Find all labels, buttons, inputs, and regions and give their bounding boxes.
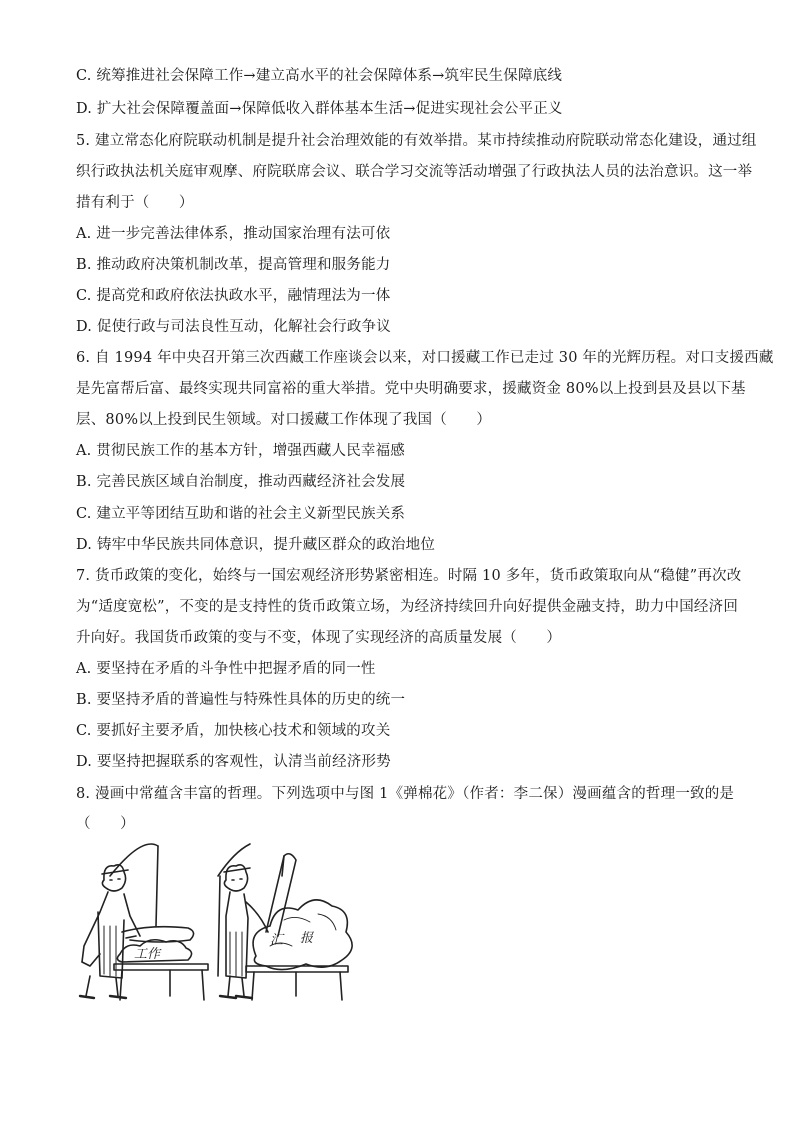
question-7-line-3: 升向好。我国货币政策的变与不变，体现了实现经济的高质量发展（ ） — [76, 630, 562, 646]
left-worker-figure — [80, 844, 194, 998]
label-report-1: 汇 — [270, 933, 284, 948]
option-7d: D. 要坚持把握联系的客观性，认清当前经济形势 — [76, 754, 391, 770]
option-7c: C. 要抓好主要矛盾，加快核心技术和领域的攻关 — [76, 723, 391, 739]
option-6c: C. 建立平等团结互助和谐的社会主义新型民族关系 — [76, 506, 406, 522]
question-6-line-3: 层、80%以上投到民生领域。对口援藏工作体现了我国（ ） — [76, 412, 492, 428]
question-5-line-1: 5. 建立常态化府院联动机制是提升社会治理效能的有效举措。某市持续推动府院联动常态化建设，通过组 — [76, 133, 757, 149]
question-8-line-1: 8. 漫画中常蕴含丰富的哲理。下列选项中与图 1《弹棉花》（作者：李二保）漫画蕴含的哲理一致的是 — [76, 786, 735, 802]
question-5-line-3: 措有利于（ ） — [76, 195, 194, 211]
option-7a: A. 要坚持在矛盾的斗争性中把握矛盾的同一性 — [76, 661, 376, 677]
option-5c: C. 提高党和政府依法执政水平，融情理法为一体 — [76, 288, 391, 304]
question-7-line-1: 7. 货币政策的变化，始终与一国宏观经济形势紧密相连。时隔 10 多年，货币政策取向从“稳健”再次改 — [76, 568, 742, 584]
label-work: 工作 — [134, 947, 161, 962]
label-report-2: 报 — [300, 931, 314, 946]
right-worker-figure — [218, 844, 296, 998]
question-5-line-2: 织行政执法机关庭审观摩、府院联席会议、联合学习交流等活动增强了行政执法人员的法治意识。这一举 — [76, 164, 753, 180]
option-5b: B. 推动政府决策机制改革，提高管理和服务能力 — [76, 257, 391, 273]
option-4d: D. 扩大社会保障覆盖面→保障低收入群体基本生活→促进实现社会公平正义 — [76, 101, 563, 117]
option-6b: B. 完善民族区域自治制度，推动西藏经济社会发展 — [76, 474, 406, 490]
right-cotton-cloud — [253, 900, 352, 970]
left-table — [114, 964, 208, 1000]
option-4c: C. 统筹推进社会保障工作→建立高水平的社会保障体系→筑牢民生保障底线 — [76, 68, 563, 84]
left-cotton-pile — [117, 940, 191, 962]
question-6-line-1: 6. 自 1994 年中央召开第三次西藏工作座谈会以来，对口援藏工作已走过 30 年的光辉历程。对口支援西藏 — [76, 350, 774, 366]
question-7-line-2: 为“适度宽松”，不变的是支持性的货币政策立场，为经济持续回升向好提供金融支持，助力中国经济回 — [76, 599, 739, 615]
option-5a: A. 进一步完善法律体系，推动国家治理有法可依 — [76, 226, 391, 242]
option-6d: D. 铸牢中华民族共同体意识，提升藏区群众的政治地位 — [76, 537, 436, 553]
question-6-line-2: 是先富帮后富、最终实现共同富裕的重大举措。党中央明确要求，援藏资金 80%以上投到县及县以下基 — [76, 381, 746, 397]
question-8-line-2: （ ） — [76, 816, 135, 832]
cotton-fluffing-cartoon — [70, 836, 360, 1008]
option-7b: B. 要坚持矛盾的普遍性与特殊性具体的历史的统一 — [76, 692, 406, 708]
option-5d: D. 促使行政与司法良性互动，化解社会行政争议 — [76, 319, 391, 335]
option-6a: A. 贯彻民族工作的基本方针，增强西藏人民幸福感 — [76, 443, 405, 459]
right-table — [246, 966, 348, 1000]
